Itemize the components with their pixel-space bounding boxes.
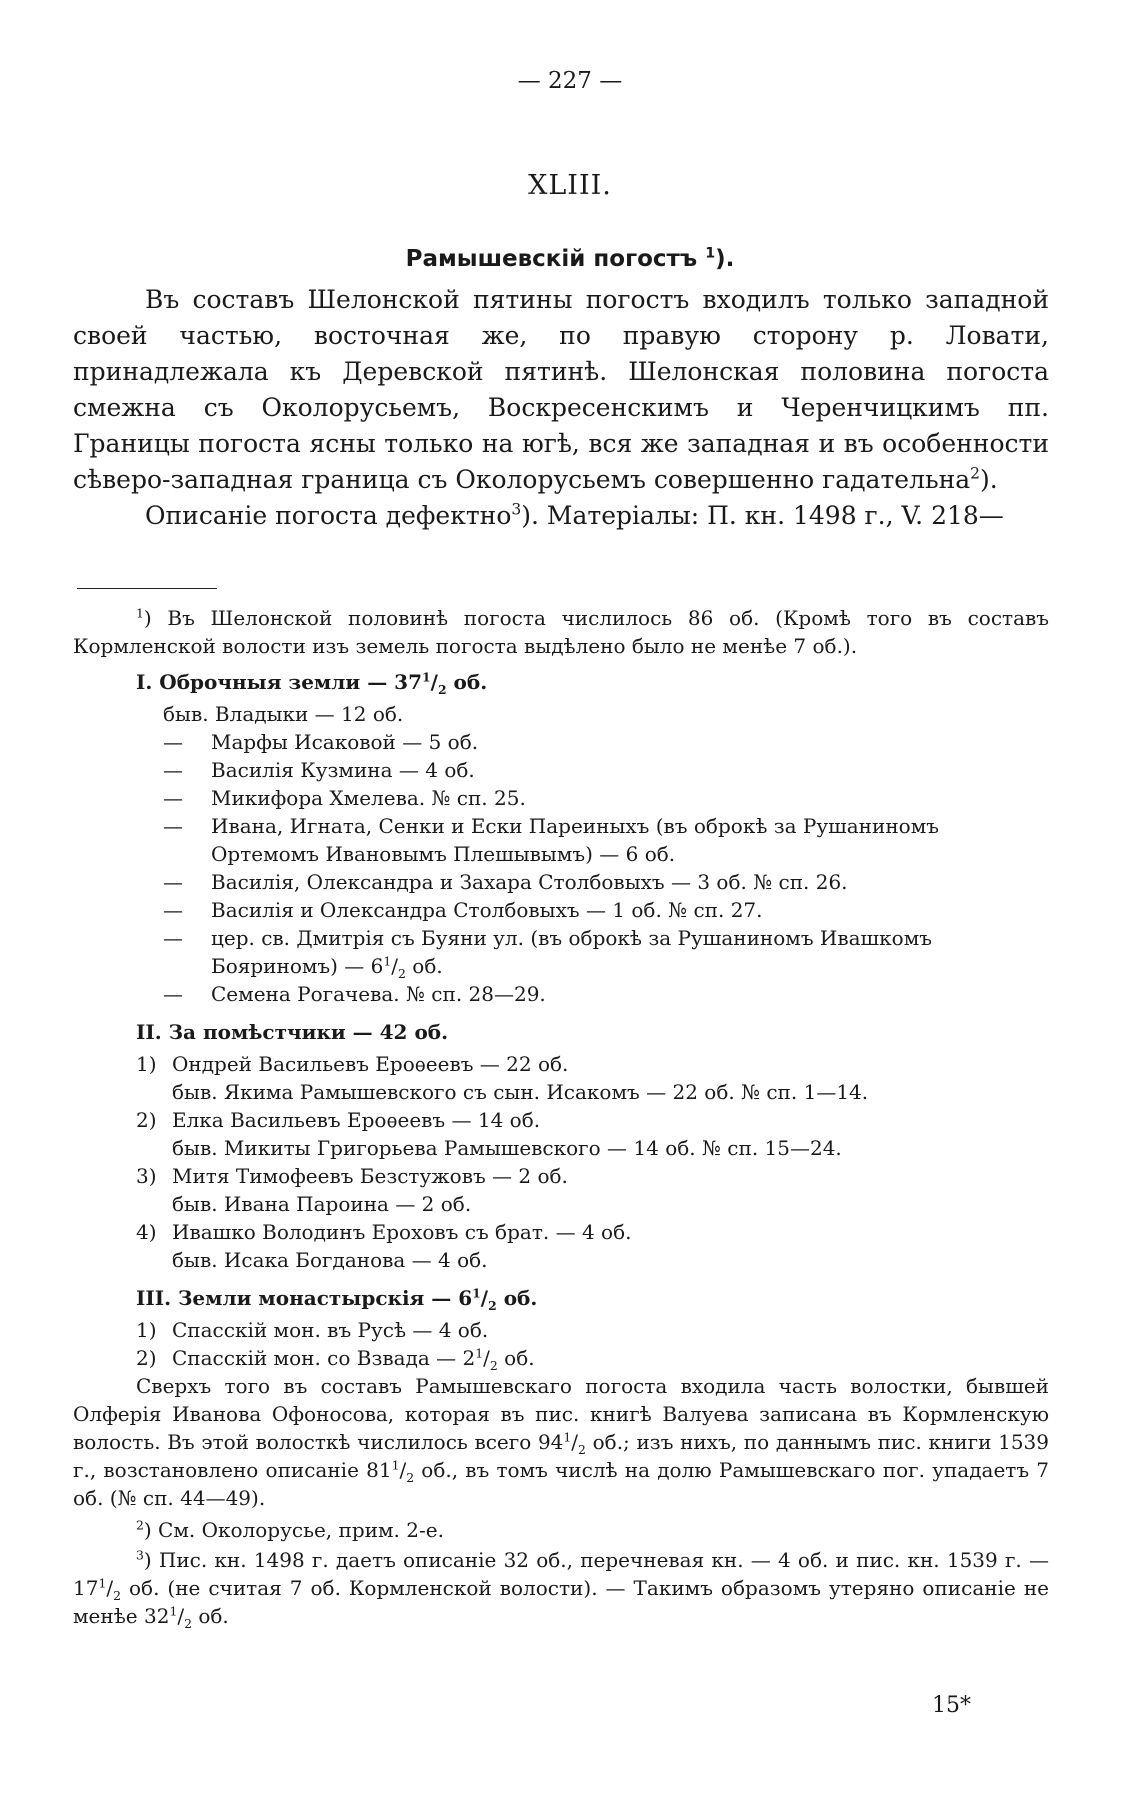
list-item-text: Ивана, Игната, Сенки и Ески Пареиныхъ (въ оброкѣ за Рушаниномъ Ортемомъ Ивановымъ Плешывымъ) — 6 об. bbox=[211, 814, 939, 866]
section-1-heading bbox=[136, 668, 1049, 696]
list-number: 2) bbox=[136, 1108, 157, 1132]
list-item-text: Марфы Исаковой — 5 об. bbox=[211, 730, 479, 754]
list-subitem: быв. Якима Рамышевского съ сын. Исакомъ — 22 об. № сп. 1—14. bbox=[172, 1080, 869, 1104]
list-subitem: быв. Ивана Пароина — 2 об. bbox=[172, 1192, 472, 1216]
fraction-num: 1 bbox=[563, 1429, 572, 1445]
list-item-text: Спасскій мон. въ Русѣ — 4 об. bbox=[172, 1318, 489, 1342]
paragraph-2-tail: ). Матеріалы: П. кн. 1498 г., V. 218— bbox=[521, 501, 1004, 530]
section-1-heading-text: I. Оброчныя земли — 37 bbox=[136, 670, 422, 694]
fraction-den: 2 bbox=[406, 1470, 415, 1485]
footnote-1-continuation bbox=[73, 1372, 1049, 1512]
dash: — bbox=[163, 898, 183, 922]
paragraph-1-text: Въ составъ Шелонской пятины погостъ входилъ только западной своей частью, восточная же, по правую сторону р. Ловати, принадлежала къ Деревской пятинѣ. Шелонская половина погоста смежна съ Околорусьемъ, Воскресенскимъ и Черенчицкимъ пп. Границы погоста ясны только на югѣ, вся же западная и въ особенности сѣверо-западная граница съ Околорусьемъ совершенно гадательна bbox=[73, 285, 1049, 494]
list-item bbox=[136, 1218, 1049, 1246]
fraction-den: 2 bbox=[578, 1442, 586, 1457]
list-item-text bbox=[172, 1344, 1049, 1372]
section-3-heading-text: III. Земли монастырскія — 6 bbox=[136, 1286, 473, 1310]
fraction-num: 1 bbox=[422, 669, 431, 685]
title-footnote-mark: 1 bbox=[705, 245, 716, 262]
footnote-1-mark: 1 bbox=[136, 605, 144, 621]
fraction: $^1/_2$ bbox=[391, 1457, 415, 1485]
fraction-num: 1 bbox=[475, 1345, 484, 1361]
text-run: об. bbox=[191, 1604, 229, 1628]
fraction-num: 1 bbox=[472, 1285, 481, 1301]
list-item bbox=[136, 1316, 1049, 1344]
list-item bbox=[163, 784, 1049, 812]
dash: — bbox=[163, 758, 183, 782]
text-run: ) Пис. кн. 1498 г. даетъ описаніе 32 об., перечневая кн. — 4 об. и пис. кн. 1539 г. — 17 bbox=[73, 1548, 1049, 1600]
text-run: об., въ томъ числѣ на долю Рамышевскаго пог. упадаетъ 7 об. (№ сп. 44—49). bbox=[73, 1458, 1050, 1510]
section-3-heading-tail: об. bbox=[496, 1286, 538, 1310]
page-number: — 227 — bbox=[517, 68, 623, 94]
fraction: $^1/_2$ bbox=[422, 669, 447, 697]
fraction-num: 1 bbox=[383, 953, 392, 969]
fraction: $^1/_2$ bbox=[472, 1285, 497, 1313]
footnote-3 bbox=[73, 1546, 1049, 1630]
title-tail: ). bbox=[715, 246, 735, 272]
list-number: 1) bbox=[136, 1318, 157, 1342]
list-item-text: Семена Рогачева. № сп. 28—29. bbox=[211, 982, 546, 1006]
footnotes bbox=[73, 604, 1049, 1630]
item-tail: об. bbox=[405, 954, 443, 978]
list-subitem: быв. Микиты Григорьева Рамышевского — 14 об. № сп. 15—24. bbox=[172, 1136, 842, 1160]
fraction: $^1/_2$ bbox=[383, 953, 406, 981]
list-item: быв. Владыки — 12 об. bbox=[163, 702, 404, 726]
dash: — bbox=[163, 786, 183, 810]
footnote-2-mark: 2 bbox=[136, 1517, 144, 1533]
list-item bbox=[136, 1162, 1049, 1190]
fraction: $^1/_2$ bbox=[563, 1429, 586, 1457]
list-item-text bbox=[211, 924, 1049, 980]
text-run: Сверхъ того въ составъ Рамышевскаго погоста входила часть волостки, бывшей Олферія Иванова Офоносова, которая въ пис. книгѣ Валуева записана въ Кормленскую волость. Въ этой волосткѣ числилось всего 94 bbox=[73, 1374, 1049, 1454]
list-item bbox=[136, 1344, 1049, 1372]
list-number: 1) bbox=[136, 1052, 157, 1076]
list-item bbox=[163, 924, 1049, 980]
text-run: об. (не считая 7 об. Кормленской волости). — Такимъ образомъ утеряно описаніе не менѣе 32 bbox=[73, 1576, 1049, 1628]
fraction: $^1/_2$ bbox=[169, 1603, 192, 1631]
item-text: цер. св. Дмитрія съ Буяни ул. (въ оброкѣ за Рушаниномъ Ивашкомъ Бояриномъ) — 6 bbox=[211, 926, 932, 978]
footnote-mark-3: 3 bbox=[511, 500, 522, 519]
dash: — bbox=[163, 926, 183, 950]
signature-mark: 15* bbox=[932, 1693, 971, 1718]
fraction-num: 1 bbox=[391, 1457, 400, 1473]
footnote-divider bbox=[77, 588, 217, 589]
footnote-3-mark: 3 bbox=[136, 1547, 144, 1563]
list-item-text: Микифора Хмелева. № сп. 25. bbox=[211, 786, 526, 810]
list-number: 4) bbox=[136, 1220, 157, 1244]
footnote-1 bbox=[73, 604, 1049, 660]
paragraph-1-tail: ). bbox=[980, 465, 998, 494]
chapter-number: XLIII. bbox=[528, 170, 612, 201]
list-item-text: Елка Васильевъ Ероѳеевъ — 14 об. bbox=[172, 1108, 541, 1132]
item-text: Спасскій мон. со Взвада — 2 bbox=[172, 1346, 476, 1370]
dash: — bbox=[163, 870, 183, 894]
footnote-2-text: ) См. Околорусье, прим. 2-е. bbox=[143, 1518, 444, 1542]
fraction-den: 2 bbox=[113, 1588, 121, 1603]
section-3-heading bbox=[136, 1284, 1049, 1312]
text-run: об.; изъ нихъ, по даннымъ пис. книги 1539 г., возстановлено описаніе 81 bbox=[73, 1430, 1050, 1482]
fraction: $^1/_2$ bbox=[475, 1345, 498, 1373]
footnote-2 bbox=[73, 1516, 1049, 1544]
paragraph-1 bbox=[73, 282, 1049, 498]
footnote-mark-2: 2 bbox=[970, 464, 981, 483]
fraction-num: 1 bbox=[98, 1575, 107, 1591]
list-item bbox=[163, 896, 1049, 924]
fraction-den: 2 bbox=[398, 966, 406, 981]
page-title bbox=[0, 246, 1140, 272]
main-text bbox=[73, 282, 1049, 534]
fraction-den: 2 bbox=[437, 682, 447, 697]
list-item bbox=[163, 728, 1049, 756]
list-item-text: Митя Тимофеевъ Безстужовъ — 2 об. bbox=[172, 1164, 568, 1188]
list-item-text: Василія, Олександра и Захара Столбовыхъ — 3 об. № сп. 26. bbox=[211, 870, 848, 894]
list-item bbox=[136, 1050, 1049, 1078]
title-text: Рамышевскій погостъ bbox=[405, 246, 698, 272]
footnote-1-text: ) Въ Шелонской половинѣ погоста числилось 86 об. (Кромѣ того въ составъ Кормленской волости изъ земель погоста выдѣлено было не менѣе 7 об.). bbox=[73, 606, 1049, 658]
list-subitem: быв. Исака Богданова — 4 об. bbox=[172, 1248, 488, 1272]
fraction: $^1/_2$ bbox=[98, 1575, 121, 1603]
list-number: 3) bbox=[136, 1164, 157, 1188]
paragraph-2-text: Описаніе погоста дефектно bbox=[145, 501, 512, 530]
list-item bbox=[136, 1106, 1049, 1134]
dash: — bbox=[163, 982, 183, 1006]
list-item bbox=[163, 756, 1049, 784]
list-item-text: Ондрей Васильевъ Ероѳеевъ — 22 об. bbox=[172, 1052, 569, 1076]
list-number: 2) bbox=[136, 1346, 157, 1370]
paragraph-2 bbox=[73, 498, 1049, 534]
list-item-text: Ивашко Володинъ Ероховъ съ брат. — 4 об. bbox=[172, 1220, 632, 1244]
list-item bbox=[163, 868, 1049, 896]
fraction-num: 1 bbox=[169, 1603, 178, 1619]
list-item bbox=[163, 980, 1049, 1008]
fraction-den: 2 bbox=[488, 1298, 497, 1313]
fraction-den: 2 bbox=[184, 1616, 192, 1631]
dash: — bbox=[163, 730, 183, 754]
dash: — bbox=[163, 814, 183, 838]
list-item-text: Василія Кузмина — 4 об. bbox=[211, 758, 475, 782]
item-tail: об. bbox=[497, 1346, 535, 1370]
list-item-text: Василія и Олександра Столбовыхъ — 1 об. № сп. 27. bbox=[211, 898, 763, 922]
list-item bbox=[163, 812, 1049, 868]
fraction-den: 2 bbox=[489, 1358, 498, 1373]
section-2-heading: II. За помѣстчики — 42 об. bbox=[136, 1020, 449, 1044]
section-1-heading-tail: об. bbox=[446, 670, 488, 694]
